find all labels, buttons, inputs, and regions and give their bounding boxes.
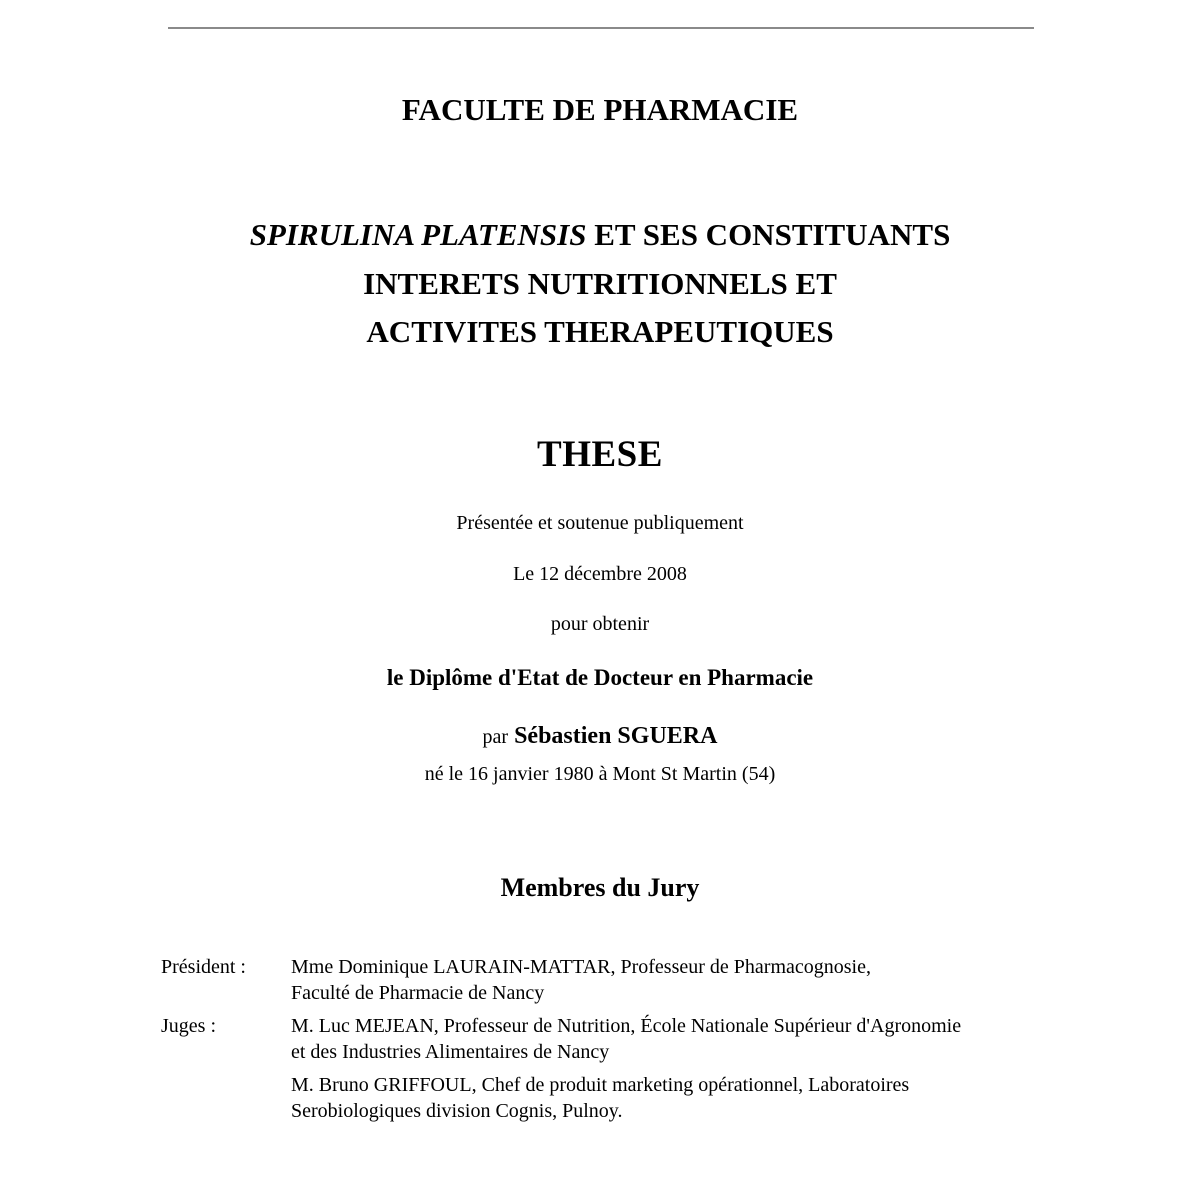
title-line-3: ACTIVITES THERAPEUTIQUES bbox=[366, 314, 834, 349]
author-name: Sébastien SGUERA bbox=[514, 723, 718, 749]
title-line-1 bbox=[0, 211, 1200, 260]
faculty-name: FACULTE DE PHARMACIE bbox=[401, 92, 799, 127]
author-line bbox=[0, 721, 1200, 754]
author-prefix: par bbox=[482, 726, 509, 748]
jury-member-line: Serobiologiques division Cognis, Pulnoy. bbox=[291, 1099, 623, 1122]
jury-member-line: et des Industries Alimentaires de Nancy bbox=[291, 1040, 610, 1063]
jury-member bbox=[291, 1014, 1061, 1065]
jury-role-label: Juges : bbox=[161, 1015, 216, 1037]
jury-row-judges bbox=[161, 1014, 1061, 1124]
jury-member-line: Mme Dominique LAURAIN-MATTAR, Professeur de Pharmacognosie, bbox=[291, 956, 871, 978]
presentation-text: Présentée et soutenue publiquement bbox=[456, 512, 744, 534]
title-line-2: INTERETS NUTRITIONNELS ET bbox=[363, 265, 837, 301]
purpose-text: pour obtenir bbox=[550, 613, 650, 635]
diploma-title: le Diplôme d'Etat de Docteur en Pharmacie bbox=[386, 665, 814, 690]
top-horizontal-rule bbox=[168, 27, 1034, 29]
jury-member bbox=[291, 1073, 1061, 1124]
jury-row-president bbox=[161, 955, 1061, 1006]
thesis-title bbox=[0, 211, 1200, 357]
document-type-heading: THESE bbox=[537, 434, 663, 475]
jury-member-line: M. Bruno GRIFFOUL, Chef de produit marketing opérationnel, Laboratoires bbox=[291, 1074, 910, 1096]
jury-role-label: Président : bbox=[161, 956, 246, 978]
jury-list bbox=[161, 955, 1061, 1132]
jury-member-line: Faculté de Pharmacie de Nancy bbox=[291, 981, 545, 1004]
jury-heading: Membres du Jury bbox=[500, 873, 700, 902]
title-species-name: SPIRULINA PLATENSIS bbox=[249, 217, 587, 252]
defense-date: Le 12 décembre 2008 bbox=[513, 563, 687, 585]
jury-member-line: M. Luc MEJEAN, Professeur de Nutrition, École Nationale Supérieur d'Agronomie bbox=[291, 1015, 962, 1037]
jury-member bbox=[291, 955, 1061, 1006]
jury-members bbox=[291, 955, 1061, 1006]
jury-members bbox=[291, 1014, 1061, 1124]
title-line-1-rest: ET SES CONSTITUANTS bbox=[586, 217, 951, 252]
author-birth-info: né le 16 janvier 1980 à Mont St Martin (54) bbox=[424, 763, 776, 785]
